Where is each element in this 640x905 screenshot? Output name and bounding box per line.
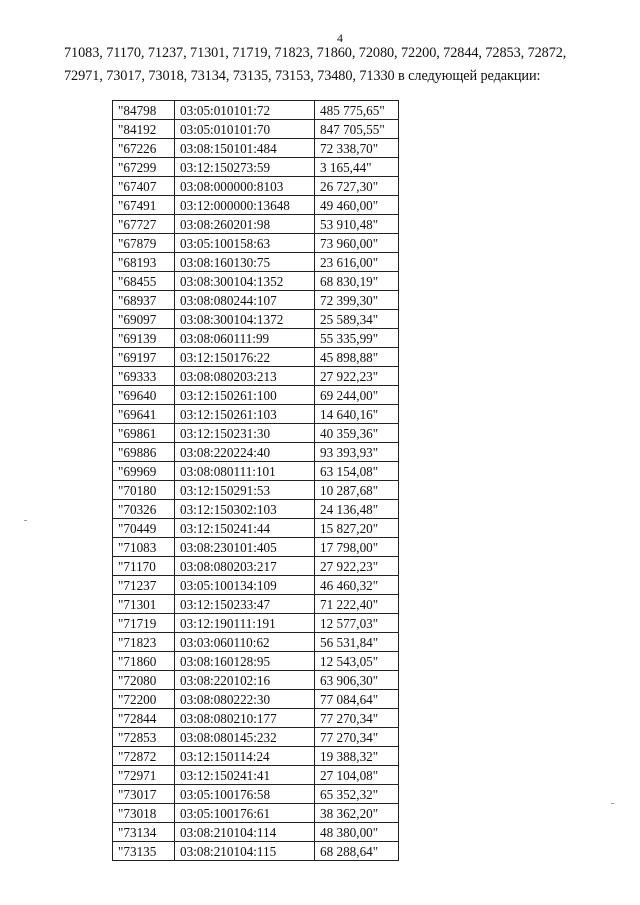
cadastral-number-cell: 03:12:150231:30 [175, 424, 315, 443]
intro-paragraph [64, 42, 634, 88]
row-id-cell: "73134 [113, 823, 175, 842]
cadastral-number-cell: 03:12:190111:191 [175, 614, 315, 633]
table-row [113, 196, 399, 215]
amount-cell: 27 922,23" [315, 557, 399, 576]
table-row [113, 101, 399, 120]
table-row [113, 614, 399, 633]
amount-cell: 63 154,08" [315, 462, 399, 481]
table-row [113, 842, 399, 861]
row-id-cell: "70449 [113, 519, 175, 538]
cadastral-number-cell: 03:08:160128:95 [175, 652, 315, 671]
table-row [113, 671, 399, 690]
scan-margin-mark [24, 520, 27, 521]
cadastral-number-cell: 03:08:000000:8103 [175, 177, 315, 196]
table-row [113, 253, 399, 272]
cadastral-number-cell: 03:08:150101:484 [175, 139, 315, 158]
table-body [113, 101, 399, 861]
cadastral-number-cell: 03:08:160130:75 [175, 253, 315, 272]
cadastral-number-cell: 03:05:100134:109 [175, 576, 315, 595]
amount-cell: 45 898,88" [315, 348, 399, 367]
amount-cell: 485 775,65" [315, 101, 399, 120]
table-row [113, 291, 399, 310]
table-row [113, 215, 399, 234]
amount-cell: 19 388,32" [315, 747, 399, 766]
amount-cell: 63 906,30" [315, 671, 399, 690]
row-id-cell: "67491 [113, 196, 175, 215]
row-id-cell: "67727 [113, 215, 175, 234]
table-row [113, 367, 399, 386]
table-row [113, 348, 399, 367]
amount-cell: 72 338,70" [315, 139, 399, 158]
table-row [113, 272, 399, 291]
cadastral-number-cell: 03:08:230101:405 [175, 538, 315, 557]
cadastral-number-cell: 03:12:150291:53 [175, 481, 315, 500]
amount-cell: 3 165,44" [315, 158, 399, 177]
table-row [113, 823, 399, 842]
table-row [113, 690, 399, 709]
row-id-cell: "71719 [113, 614, 175, 633]
cadastral-number-cell: 03:12:150302:103 [175, 500, 315, 519]
table-row [113, 139, 399, 158]
table-row [113, 443, 399, 462]
amount-cell: 56 531,84" [315, 633, 399, 652]
row-id-cell: "69197 [113, 348, 175, 367]
cadastral-number-cell: 03:12:150233:47 [175, 595, 315, 614]
amount-cell: 49 460,00" [315, 196, 399, 215]
cadastral-number-cell: 03:12:150261:100 [175, 386, 315, 405]
table-row [113, 652, 399, 671]
cadastral-number-cell: 03:08:260201:98 [175, 215, 315, 234]
cadastral-number-cell: 03:05:010101:72 [175, 101, 315, 120]
table-row [113, 538, 399, 557]
row-id-cell: "69640 [113, 386, 175, 405]
amount-cell: 12 577,03" [315, 614, 399, 633]
row-id-cell: "71170 [113, 557, 175, 576]
amount-cell: 77 270,34" [315, 709, 399, 728]
cadastral-number-cell: 03:12:150241:41 [175, 766, 315, 785]
row-id-cell: "70326 [113, 500, 175, 519]
table-row [113, 120, 399, 139]
row-id-cell: "72853 [113, 728, 175, 747]
amount-cell: 27 104,08" [315, 766, 399, 785]
amount-cell: 46 460,32" [315, 576, 399, 595]
table-row [113, 405, 399, 424]
cadastral-number-cell: 03:08:300104:1372 [175, 310, 315, 329]
table-row [113, 747, 399, 766]
cadastral-number-cell: 03:12:150241:44 [175, 519, 315, 538]
amount-cell: 48 380,00" [315, 823, 399, 842]
cadastral-number-cell: 03:05:100176:61 [175, 804, 315, 823]
row-id-cell: "68455 [113, 272, 175, 291]
row-id-cell: "68193 [113, 253, 175, 272]
row-id-cell: "73017 [113, 785, 175, 804]
table-row [113, 576, 399, 595]
cadastral-number-cell: 03:05:100176:58 [175, 785, 315, 804]
amount-cell: 15 827,20" [315, 519, 399, 538]
row-id-cell: "72200 [113, 690, 175, 709]
table-row [113, 500, 399, 519]
row-id-cell: "71823 [113, 633, 175, 652]
amount-cell: 17 798,00" [315, 538, 399, 557]
table-row [113, 234, 399, 253]
row-id-cell: "72872 [113, 747, 175, 766]
row-id-cell: "73018 [113, 804, 175, 823]
amount-cell: 69 244,00" [315, 386, 399, 405]
cadastral-number-cell: 03:08:220102:16 [175, 671, 315, 690]
row-id-cell: "68937 [113, 291, 175, 310]
table-row [113, 633, 399, 652]
intro-line: 72971, 73017, 73018, 73134, 73135, 73153, 73480, 71330 в следующей редакции: [64, 68, 541, 84]
cadastral-number-cell: 03:12:150176:22 [175, 348, 315, 367]
row-id-cell: "67226 [113, 139, 175, 158]
cadastral-number-cell: 03:12:150273:59 [175, 158, 315, 177]
table-row [113, 766, 399, 785]
row-id-cell: "69969 [113, 462, 175, 481]
amount-cell: 40 359,36" [315, 424, 399, 443]
amount-cell: 26 727,30" [315, 177, 399, 196]
cadastral-number-cell: 03:12:150261:103 [175, 405, 315, 424]
row-id-cell: "69886 [113, 443, 175, 462]
row-id-cell: "69139 [113, 329, 175, 348]
amount-cell: 53 910,48" [315, 215, 399, 234]
row-id-cell: "71083 [113, 538, 175, 557]
table-row [113, 329, 399, 348]
table-row [113, 158, 399, 177]
page-number: 4 [337, 31, 343, 45]
row-id-cell: "69333 [113, 367, 175, 386]
cadastral-number-cell: 03:08:080145:232 [175, 728, 315, 747]
amount-cell: 77 084,64" [315, 690, 399, 709]
amount-cell: 68 830,19" [315, 272, 399, 291]
cadastral-number-cell: 03:08:060111:99 [175, 329, 315, 348]
row-id-cell: "70180 [113, 481, 175, 500]
row-id-cell: "84192 [113, 120, 175, 139]
row-id-cell: "72844 [113, 709, 175, 728]
cadastral-number-cell: 03:08:080203:217 [175, 557, 315, 576]
cadastral-number-cell: 03:08:080111:101 [175, 462, 315, 481]
cadastral-number-cell: 03:08:210104:114 [175, 823, 315, 842]
table-row [113, 519, 399, 538]
cadastral-number-cell: 03:08:080203:213 [175, 367, 315, 386]
row-id-cell: "71860 [113, 652, 175, 671]
row-id-cell: "71301 [113, 595, 175, 614]
amount-cell: 77 270,34" [315, 728, 399, 747]
amount-cell: 27 922,23" [315, 367, 399, 386]
amount-cell: 93 393,93" [315, 443, 399, 462]
table-row [113, 595, 399, 614]
cadastral-number-cell: 03:08:080244:107 [175, 291, 315, 310]
row-id-cell: "84798 [113, 101, 175, 120]
cadastral-number-cell: 03:12:150114:24 [175, 747, 315, 766]
intro-line: 71083, 71170, 71237, 71301, 71719, 71823, 71860, 72080, 72200, 72844, 72853, 72872, [64, 45, 567, 61]
amount-cell: 72 399,30" [315, 291, 399, 310]
table-row [113, 804, 399, 823]
cadastral-number-cell: 03:08:080222:30 [175, 690, 315, 709]
amount-cell: 68 288,64" [315, 842, 399, 861]
row-id-cell: "72080 [113, 671, 175, 690]
amount-cell: 38 362,20" [315, 804, 399, 823]
amount-cell: 73 960,00" [315, 234, 399, 253]
amount-cell: 14 640,16" [315, 405, 399, 424]
row-id-cell: "69097 [113, 310, 175, 329]
cadastral-number-cell: 03:08:300104:1352 [175, 272, 315, 291]
row-id-cell: "69641 [113, 405, 175, 424]
row-id-cell: "69861 [113, 424, 175, 443]
scan-margin-mark [611, 803, 614, 804]
amount-cell: 10 287,68" [315, 481, 399, 500]
cadastral-value-table [112, 100, 399, 861]
cadastral-number-cell: 03:08:220224:40 [175, 443, 315, 462]
table-row [113, 785, 399, 804]
amount-cell: 65 352,32" [315, 785, 399, 804]
table-row [113, 310, 399, 329]
amount-cell: 12 543,05" [315, 652, 399, 671]
table-row [113, 728, 399, 747]
cadastral-number-cell: 03:05:010101:70 [175, 120, 315, 139]
table-row [113, 177, 399, 196]
table-row [113, 709, 399, 728]
table-row [113, 481, 399, 500]
cadastral-number-cell: 03:03:060110:62 [175, 633, 315, 652]
amount-cell: 55 335,99" [315, 329, 399, 348]
table-row [113, 424, 399, 443]
row-id-cell: "71237 [113, 576, 175, 595]
amount-cell: 25 589,34" [315, 310, 399, 329]
row-id-cell: "67299 [113, 158, 175, 177]
amount-cell: 847 705,55" [315, 120, 399, 139]
table-row [113, 462, 399, 481]
row-id-cell: "67879 [113, 234, 175, 253]
amount-cell: 71 222,40" [315, 595, 399, 614]
row-id-cell: "73135 [113, 842, 175, 861]
cadastral-number-cell: 03:12:000000:13648 [175, 196, 315, 215]
row-id-cell: "67407 [113, 177, 175, 196]
cadastral-number-cell: 03:05:100158:63 [175, 234, 315, 253]
amount-cell: 24 136,48" [315, 500, 399, 519]
cadastral-number-cell: 03:08:210104:115 [175, 842, 315, 861]
table-row [113, 557, 399, 576]
cadastral-number-cell: 03:08:080210:177 [175, 709, 315, 728]
amount-cell: 23 616,00" [315, 253, 399, 272]
row-id-cell: "72971 [113, 766, 175, 785]
table-row [113, 386, 399, 405]
